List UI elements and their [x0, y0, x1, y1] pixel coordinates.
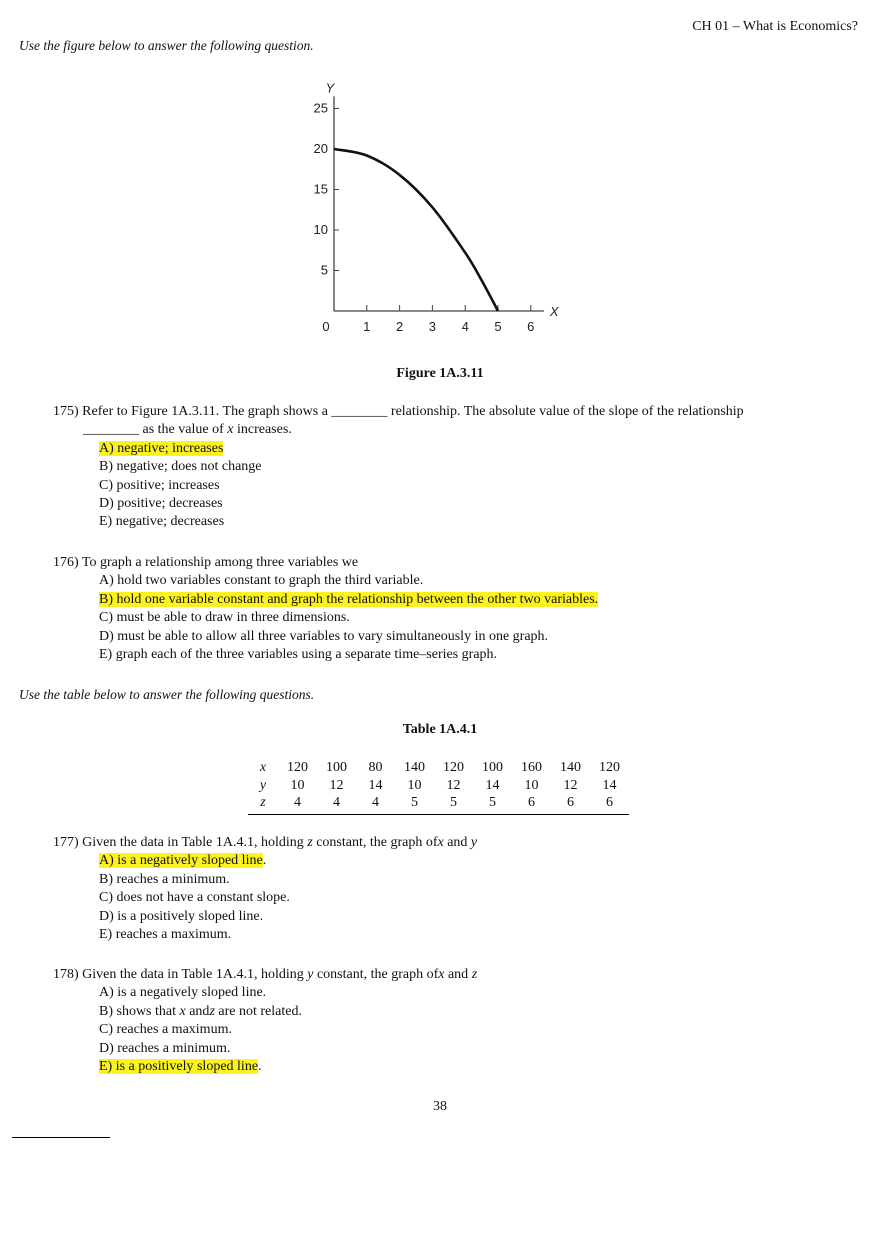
table-cell: 120 — [287, 760, 308, 775]
answer-option — [99, 628, 598, 646]
table-cell: 10 — [290, 777, 305, 793]
stem-variable: y — [307, 967, 314, 982]
answer-options — [53, 984, 477, 1076]
question-number: 177) — [53, 835, 79, 850]
answer-option — [99, 1040, 477, 1058]
answer-option — [99, 609, 598, 627]
question-stem: To graph a relationship among three variables we — [81, 555, 359, 570]
y-axis-label: Y — [325, 80, 335, 96]
table-cell: 100 — [482, 760, 503, 775]
question-number: 175) — [53, 404, 79, 419]
option-variable: z — [209, 1003, 215, 1019]
answer-option — [99, 495, 744, 513]
question-number: 176) — [53, 555, 79, 570]
stem-part: Given the data in Table 1A.4.1, holding — [82, 835, 308, 850]
stem-part: constant, the graph of — [312, 835, 438, 850]
answer-options — [53, 572, 598, 664]
answer-option — [99, 1003, 477, 1021]
table-cell: 6 — [551, 794, 590, 814]
answer-option — [99, 908, 477, 926]
stem-part: Given the data in Table 1A.4.1, holding — [82, 967, 308, 982]
table-cell: 120 — [443, 760, 464, 775]
answer-option-text: A) is a negatively sloped line. — [99, 985, 267, 1001]
table-cell: 6 — [590, 794, 629, 814]
table-cell: 120 — [599, 760, 620, 775]
row-label: x — [259, 760, 267, 775]
stem-variable: x — [438, 967, 445, 982]
question-number: 178) — [53, 967, 79, 982]
question-stem-continued — [83, 421, 744, 439]
question-stem — [82, 967, 477, 982]
question-stem: Refer to Figure 1A.3.11. The graph shows a ________ relationship. The absolute value of the slope of the relationship — [82, 404, 744, 419]
answer-option — [99, 458, 744, 476]
table-cell: 5 — [473, 794, 512, 814]
table-cell: 140 — [560, 760, 581, 775]
table-cell: 4 — [356, 794, 395, 814]
table-cell: 100 — [326, 760, 347, 775]
answer-option-text: C) does not have a constant slope. — [99, 890, 290, 906]
table-title: Table 1A.4.1 — [402, 722, 478, 737]
answer-options — [53, 440, 744, 532]
table-cell: 160 — [521, 760, 542, 775]
table-row — [248, 759, 629, 777]
stem-part: constant, the graph of — [313, 967, 439, 982]
answer-option-text: D) must be able to allow all three variables to vary simultaneously in one graph. — [99, 628, 549, 644]
answer-option-text: E) reaches a maximum. — [99, 927, 232, 943]
answer-option-suffix: . — [258, 1059, 262, 1075]
x-axis-label: X — [549, 304, 559, 319]
answer-option-text: B) hold one variable constant and graph the relationship between the other two variables. — [99, 591, 599, 607]
table-cell: 12 — [446, 777, 461, 793]
table-cell: 10 — [524, 777, 539, 793]
answer-option — [99, 852, 477, 870]
answer-option — [99, 646, 598, 664]
answer-option — [99, 1021, 477, 1039]
stem-variable: z — [471, 967, 478, 982]
answer-option-text: A) hold two variables constant to graph the third variable. — [99, 573, 424, 589]
answer-option — [99, 871, 477, 889]
answer-option-text: D) positive; decreases — [99, 496, 223, 512]
table-cell: 12 — [329, 777, 344, 793]
answer-option-text: A) is a negatively sloped line — [99, 853, 263, 869]
option-text-part: are not related. — [214, 1003, 302, 1019]
table-cell: 6 — [512, 794, 551, 814]
answer-option — [99, 1058, 477, 1076]
question-stem — [82, 835, 477, 850]
x-tick-label: 6 — [527, 319, 535, 334]
page-number: 38 — [433, 1099, 447, 1114]
table-cell: 4 — [317, 794, 356, 814]
answer-option-text: D) reaches a minimum. — [99, 1040, 231, 1056]
y-tick-label: 10 — [313, 222, 328, 237]
table-cell: 14 — [602, 777, 617, 793]
question-177 — [53, 834, 477, 944]
y-tick-label: 20 — [313, 141, 328, 156]
stem-part: increases. — [233, 422, 292, 438]
option-text-part: and — [185, 1003, 210, 1019]
row-label: z — [248, 794, 278, 814]
row-label: y — [259, 777, 267, 793]
answer-option-text: E) negative; decreases — [99, 514, 225, 530]
answer-option — [99, 513, 744, 531]
table-cell: 140 — [404, 760, 425, 775]
series-curve-line — [334, 149, 498, 311]
y-tick-label: 15 — [313, 181, 328, 197]
stem-part: and — [443, 835, 471, 850]
x-tick-label: 0 — [322, 319, 330, 334]
figure-caption: Figure 1A.3.11 — [396, 366, 484, 381]
answer-option-suffix: . — [262, 853, 267, 869]
answer-option — [99, 984, 477, 1002]
x-tick-label: 3 — [428, 319, 437, 334]
answer-option — [99, 591, 598, 609]
table-cell: 14 — [368, 777, 383, 793]
x-tick-label: 5 — [494, 319, 502, 334]
table-cell: 5 — [434, 794, 473, 814]
footnote-rule — [12, 1137, 110, 1138]
figure-chart — [300, 75, 580, 345]
answer-option-text: D) is a positively sloped line. — [99, 908, 264, 924]
question-178 — [53, 966, 477, 1076]
x-tick-label: 1 — [363, 319, 371, 334]
answer-option-text: C) positive; increases — [99, 477, 220, 493]
answer-option-text: A) negative; increases — [99, 440, 224, 456]
x-tick-label: 4 — [461, 319, 469, 334]
stem-variable: x — [437, 835, 444, 850]
stem-variable: x — [227, 422, 234, 438]
y-tick-label: 5 — [320, 262, 328, 278]
question-175 — [53, 403, 744, 532]
y-tick-label: 25 — [313, 100, 328, 116]
table-cell: 14 — [485, 777, 500, 793]
table-cell: 5 — [395, 794, 434, 814]
figure-instruction: Use the figure below to answer the following question. — [19, 38, 314, 53]
table-cell: 4 — [278, 794, 317, 814]
stem-variable: y — [470, 835, 478, 850]
answer-option-text: B) negative; does not change — [99, 459, 262, 475]
table-cell: 80 — [368, 760, 383, 775]
answer-option-text: B) reaches a minimum. — [99, 871, 230, 887]
chapter-header: CH 01 – What is Economics? — [692, 19, 858, 34]
answer-option-text: C) reaches a maximum. — [99, 1022, 232, 1038]
data-table — [248, 759, 629, 815]
answer-option-text: E) graph each of the three variables using a separate time–series graph. — [99, 647, 498, 663]
option-text-part: B) shows that — [99, 1003, 180, 1019]
answer-option-text: C) must be able to draw in three dimensions. — [99, 610, 350, 626]
answer-option — [99, 477, 744, 495]
stem-part: ________ as the value of — [83, 422, 228, 438]
table-row — [248, 777, 629, 795]
answer-options — [53, 852, 477, 944]
table-cell: 12 — [563, 777, 578, 793]
stem-variable: z — [307, 835, 313, 850]
answer-option — [99, 889, 477, 907]
answer-option-text — [99, 1004, 302, 1019]
table-instruction: Use the table below to answer the following questions. — [19, 687, 315, 702]
stem-part: and — [444, 967, 472, 982]
x-tick-label: 2 — [395, 319, 404, 334]
option-variable: x — [179, 1003, 186, 1019]
answer-option — [99, 926, 477, 944]
table-cell: 10 — [407, 777, 422, 793]
answer-option-text: E) is a positively sloped line — [99, 1059, 259, 1075]
answer-option — [99, 440, 744, 458]
table-row — [248, 794, 629, 814]
answer-option — [99, 572, 598, 590]
question-176 — [53, 554, 598, 664]
